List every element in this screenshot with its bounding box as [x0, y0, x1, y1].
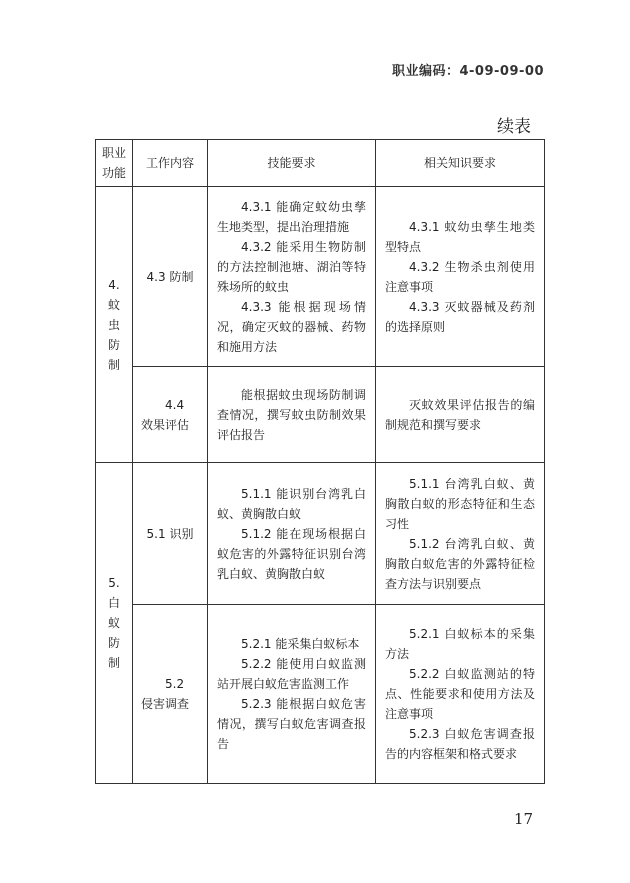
skill-cell [208, 367, 376, 463]
knowledge-item: 5.2.3 白蚁危害调查报告的内容框架和格式要求 [385, 727, 535, 761]
work-cell: 5.1 识别 [133, 463, 208, 605]
table-header-row [96, 140, 545, 187]
knowledge-item: 5.2.2 白蚁监测站的特点、性能要求和使用方法及注意事项 [385, 667, 535, 721]
knowledge-cell [376, 187, 545, 367]
work-cell: 4.3 防制 [133, 187, 208, 367]
skill-item: 4.3.2 能采用生物防制的方法控制池塘、湖泊等特殊场所的蚊虫 [217, 239, 366, 294]
occupation-code: 职业编码：4-09-09-00 [391, 64, 544, 79]
skill-item: 4.3.3 能根据现场情况，确定灭蚊的器械、药物和施用方法 [217, 299, 366, 354]
table-row [96, 187, 545, 367]
work-cell: 5.2 侵害调查 [133, 605, 208, 784]
knowledge-item: 5.2.1 白蚁标本的采集方法 [385, 627, 535, 661]
work-cell: 4.4 效果评估 [133, 367, 208, 463]
continued-table-label: 续表 [497, 117, 531, 137]
skill-cell [208, 463, 376, 605]
knowledge-item: 4.3.2 生物杀虫剂使用注意事项 [385, 259, 535, 294]
skill-item: 5.1.2 能在现场根据白蚁危害的外露特征识别台湾乳白蚁、黄胸散白蚁 [217, 526, 366, 581]
skill-cell [208, 187, 376, 367]
knowledge-item: 4.3.3 灭蚊器械及药剂的选择原则 [385, 299, 535, 334]
knowledge-cell [376, 463, 545, 605]
skill-item: 5.2.3 能根据白蚁危害情况，撰写白蚁危害调查报告 [217, 697, 366, 751]
knowledge-item: 5.1.1 台湾乳白蚁、黄胸散白蚁的形态特征和生态习性 [385, 476, 535, 531]
skill-item: 5.1.1 能识别台湾乳白蚁、黄胸散白蚁 [217, 486, 366, 521]
header-skill: 技能要求 [208, 140, 376, 187]
knowledge-cell [376, 367, 545, 463]
knowledge-cell [376, 605, 545, 784]
header-work-content: 工作内容 [133, 140, 208, 187]
function-cell-mosquito: 4.蚊虫防制 [96, 187, 133, 463]
skill-item: 4.3.1 能确定蚊幼虫孳生地类型，提出治理措施 [217, 199, 366, 234]
page-number: 17 [514, 810, 534, 828]
skill-item: 5.2.1 能采集白蚁标本 [241, 637, 360, 651]
table-row [96, 605, 545, 784]
skills-table [95, 139, 545, 784]
skill-cell [208, 605, 376, 784]
header-function: 职业功能 [96, 140, 133, 187]
knowledge-item: 5.1.2 台湾乳白蚁、黄胸散白蚁危害的外露特征检查方法与识别要点 [385, 536, 535, 591]
skill-item: 能根据蚊虫现场防制调查情况，撰写蚊虫防制效果评估报告 [217, 387, 366, 442]
knowledge-item: 4.3.1 蚊幼虫孳生地类型特点 [385, 219, 535, 254]
table-row [96, 463, 545, 605]
function-cell-termite: 5.白蚁防制 [96, 463, 133, 784]
knowledge-item: 灭蚊效果评估报告的编制规范和撰写要求 [385, 397, 535, 432]
header-knowledge: 相关知识要求 [376, 140, 545, 187]
skill-item: 5.2.2 能使用白蚁监测站开展白蚁危害监测工作 [217, 657, 366, 691]
table-row [96, 367, 545, 463]
